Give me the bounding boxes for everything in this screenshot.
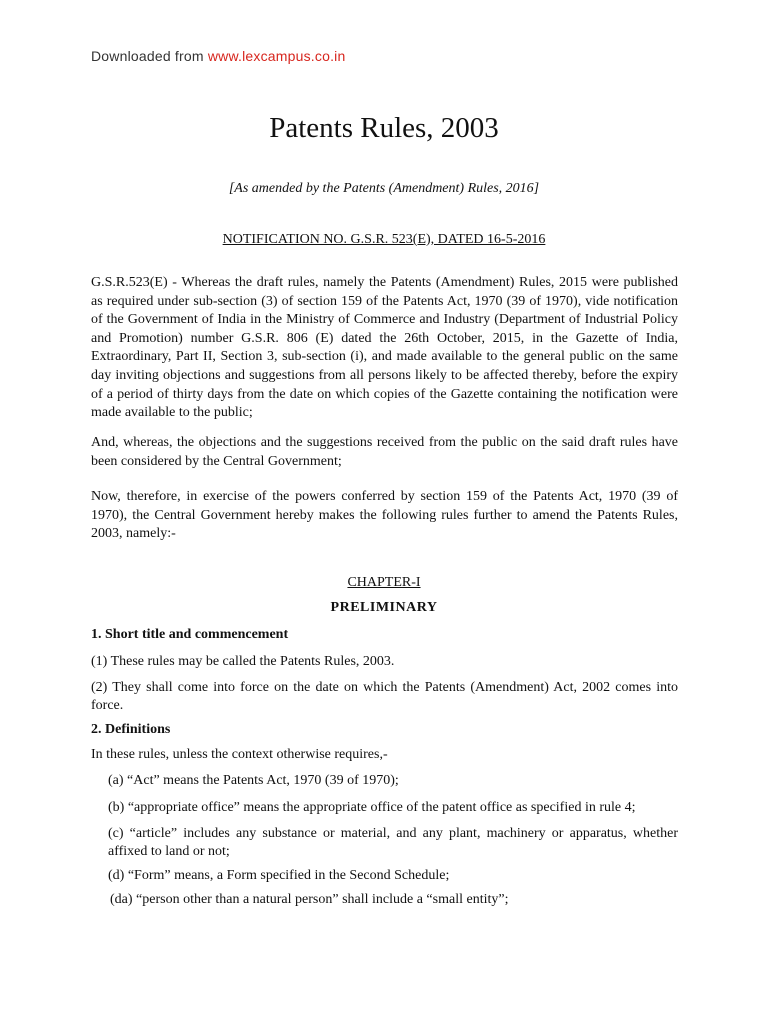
paragraph-whereas <box>91 434 678 471</box>
definition-b: (b) “appropriate office” means the appropriate office of the patent office as specified in rule 4; <box>108 800 636 815</box>
notification-heading: NOTIFICATION NO. G.S.R. 523(E), DATED 16-5-2016 <box>222 232 546 247</box>
document-title: Patents Rules, 2003 <box>269 112 499 144</box>
definition-a: (a) “Act” means the Patents Act, 1970 (39 of 1970); <box>108 773 399 788</box>
paragraph-preamble <box>91 274 678 423</box>
source-link[interactable]: www.lexcampus.co.in <box>207 48 346 64</box>
paragraph-text: Now, therefore, in exercise of the powers conferred by section 159 of the Patents Act, 1970 (39 of 1970), the Central Government hereby makes the following rules further to amend the Patents Rules, 2003, namely:- <box>91 489 678 542</box>
paragraph-text: And, whereas, the objections and the suggestions received from the public on the said draft rules have been considered by the Central Government; <box>91 435 678 469</box>
rule-1-clause-2: (2) They shall come into force on the date on which the Patents (Amendment) Act, 2002 comes into force. <box>91 680 678 713</box>
download-notice <box>91 48 345 64</box>
definition-d: (d) “Form” means, a Form specified in the Second Schedule; <box>108 868 450 883</box>
definition-da: (da) “person other than a natural person” shall include a “small entity”; <box>110 892 509 907</box>
document-subtitle: [As amended by the Patents (Amendment) Rules, 2016] <box>228 181 540 196</box>
rule-2-heading: 2. Definitions <box>91 722 171 737</box>
chapter-heading: CHAPTER-I <box>347 575 421 590</box>
rule-1-clause-1: (1) These rules may be called the Patents Rules, 2003. <box>91 654 395 669</box>
rule-1-heading: 1. Short title and commencement <box>91 627 289 642</box>
definition-c: (c) “article” includes any substance or material, and any plant, machinery or apparatus, whether affixed to land or not; <box>108 826 678 859</box>
paragraph-therefore <box>91 488 678 544</box>
chapter-title: PRELIMINARY <box>330 600 438 615</box>
paragraph-text: G.S.R.523(E) - Whereas the draft rules, namely the Patents (Amendment) Rules, 2015 were published as required under sub-section (3) of section 159 of the Patents Act, 1970 (39 of 1970), vide notification of the Government of India in the Ministry of Commerce and Industry (Department of Industrial Policy and Promotion) number G.S.R. 806 (E) dated the 26th October, 2015, in the Gazette of India, Extraordinary, Part II, Section 3, sub-section (i), and made available to the general public on the same day inviting objections and suggestions from all persons likely to be affected thereby, before the expiry of a period of thirty days from the date on which copies of the Gazette containing the notification were made available to the public; <box>91 275 678 421</box>
rule-2-intro: In these rules, unless the context otherwise requires,- <box>91 747 388 762</box>
download-prefix: Downloaded from <box>91 48 208 64</box>
